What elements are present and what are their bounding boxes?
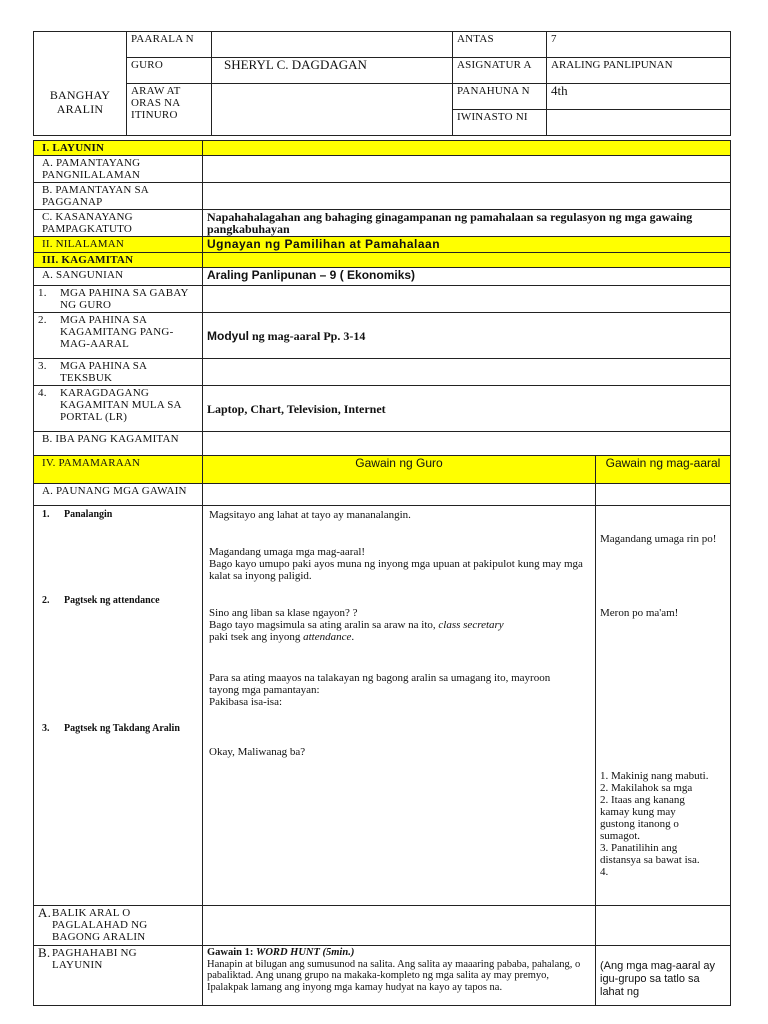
takdang-aralin-label: 3. Pagtsek ng Takdang Aralin	[42, 723, 180, 734]
iba-pang-kagamitan-label: B. IBA PANG KAGAMITAN	[34, 432, 203, 456]
paghahabi-label: B. PAGHAHABI NG LAYUNIN	[34, 946, 203, 1006]
iba-pang-kagamitan-value	[203, 432, 731, 456]
kagamitang-mag-aaral-value: Modyul ng mag-aaral Pp. 3-14	[203, 313, 731, 359]
asignatura-value: ARALING PANLIPUNAN	[547, 58, 731, 84]
banghay-aralin-title: BANGHAY ARALIN	[34, 32, 127, 136]
pamantayan-pagganap-value	[203, 183, 731, 210]
gawain1-mag-aaral: (Ang mga mag-aaral ay igu-grupo sa tatlo sa lahat ng	[596, 946, 731, 1006]
iwinasto-value	[547, 110, 731, 136]
gawain1-title: Gawain 1: WORD HUNT (5min.)	[207, 947, 355, 958]
paunang-gawain-mag-aaral	[596, 484, 731, 506]
pamantayang-pangnilalaman-value	[203, 156, 731, 183]
nilalaman-value: Ugnayan ng Pamilihan at Pamahalaan	[203, 237, 731, 253]
kasanayang-value: Napahahalagahan ang bahaging ginagampanan ng pamahalaan sa regulasyon ng mga gawaing pangkabuhayan	[203, 210, 731, 237]
guro-attendance-text: Sino ang liban sa klase ngayon? ? Bago tayo magsimula sa ating aralin sa araw na ito, class secretary paki tsek ang inyong attendance.	[209, 607, 504, 643]
paunang-gawain-guro	[203, 484, 596, 506]
portal-value: Laptop, Chart, Television, Internet	[203, 386, 731, 432]
section-pamamaraan: IV. PAMAMARAAN	[34, 456, 203, 484]
panahunan-label: PANAHUNA N	[453, 84, 547, 110]
mag-aaral-pamantayan-list: 1. Makinig nang mabuti. 2. Makilahok sa mga 2. Itaas ang kanang kamay kung may gustong itanong o sumagot. 3. Panatilihin ang distansya sa bawat isa. 4.	[600, 770, 709, 878]
kasanayang-label: C. KASANAYANG PAMPAGKATUTO	[34, 210, 203, 237]
gawain-guro-header: Gawain ng Guro	[203, 456, 596, 484]
pamantayang-pangnilalaman-label: A. PAMANTAYANG PANGNILALAMAN	[34, 156, 203, 183]
balik-aral-mag-aaral	[596, 906, 731, 946]
guro-pamantayan-text: Para sa ating maayos na talakayan ng bagong aralin sa umagang ito, mayroon tayong mga pamantayan: Pakibasa isa-isa:	[209, 672, 551, 708]
teksbuk-value	[203, 359, 731, 386]
section-layunin: I. LAYUNIN	[34, 141, 203, 156]
balik-aral-guro	[203, 906, 596, 946]
guro-label: GURO	[127, 58, 212, 84]
pamantayan-pagganap-label: B. PAMANTAYAN SA PAGGANAP	[34, 183, 203, 210]
gabay-guro-label: 1. MGA PAHINA SA GABAY NG GURO	[34, 286, 203, 313]
guro-panalangin-text: Magsitayo ang lahat at tayo ay mananalangin.	[209, 509, 411, 521]
attendance-label: 2. Pagtsek ng attendance	[42, 595, 160, 606]
panahunan-value: 4th	[547, 84, 731, 110]
antas-value: 7	[547, 32, 731, 58]
balik-aral-label: A. BALIK ARAL O PAGLALAHAD NG BAGONG ARALIN	[34, 906, 203, 946]
gawain1-body: Hanapin at bilugan ang sumusunod na salita. Ang salita ay maaaring pababa, pahalang, o pabaliktad. Ang unang grupo na makaka-kompleto ng mga salita ay may premyo, Ipalakpak lamang ang inyong mga kamay hudyat na kayo ay tapos na.	[207, 958, 581, 993]
mag-aaral-greeting-text: Magandang umaga rin po!	[600, 533, 717, 545]
guro-maliwanag-text: Okay, Maliwanag ba?	[209, 746, 306, 758]
sanggunian-value: Araling Panlipunan – 9 ( Ekonomiks)	[203, 268, 731, 286]
araw-oras-value	[212, 84, 453, 136]
portal-label: 4. KARAGDAGANG KAGAMITAN MULA SA PORTAL (LR)	[34, 386, 203, 432]
activities-label-cell	[34, 506, 203, 906]
paunang-gawain-label: A. PAUNANG MGA GAWAIN	[34, 484, 203, 506]
section-kagamitan: III. KAGAMITAN	[34, 253, 203, 268]
panalangin-label: 1. Panalangin	[42, 509, 113, 520]
kagamitan-value	[203, 253, 731, 268]
mag-aaral-activities-cell	[596, 506, 731, 906]
paaralan-value	[212, 32, 453, 58]
paaralan-label: PAARALA N	[127, 32, 212, 58]
lesson-plan-table	[33, 140, 731, 1006]
section-layunin-value	[203, 141, 731, 156]
guro-value: SHERYL C. DAGDAGAN	[212, 58, 453, 84]
guro-greeting-text: Magandang umaga mga mag-aaral! Bago kayo umupo paki ayos muna ng inyong mga upuan at pakipulot kung may mga kalat sa inyong paligid.	[209, 546, 583, 582]
sanggunian-label: A. SANGUNIAN	[34, 268, 203, 286]
asignatura-label: ASIGNATUR A	[453, 58, 547, 84]
gawain1-guro	[203, 946, 596, 1006]
kagamitang-mag-aaral-label: 2. MGA PAHINA SA KAGAMITANG PANG- MAG-AARAL	[34, 313, 203, 359]
header-table	[33, 31, 731, 136]
teksbuk-label: 3. MGA PAHINA SA TEKSBUK	[34, 359, 203, 386]
gawain-mag-aaral-header: Gawain ng mag-aaral	[596, 456, 731, 484]
section-nilalaman: II. NILALAMAN	[34, 237, 203, 253]
araw-oras-label: ARAW AT ORAS NA ITINURO	[127, 84, 212, 136]
gabay-guro-value	[203, 286, 731, 313]
antas-label: ANTAS	[453, 32, 547, 58]
iwinasto-label: IWINASTO NI	[453, 110, 547, 136]
mag-aaral-attendance-text: Meron po ma'am!	[600, 607, 679, 619]
guro-activities-cell	[203, 506, 596, 906]
